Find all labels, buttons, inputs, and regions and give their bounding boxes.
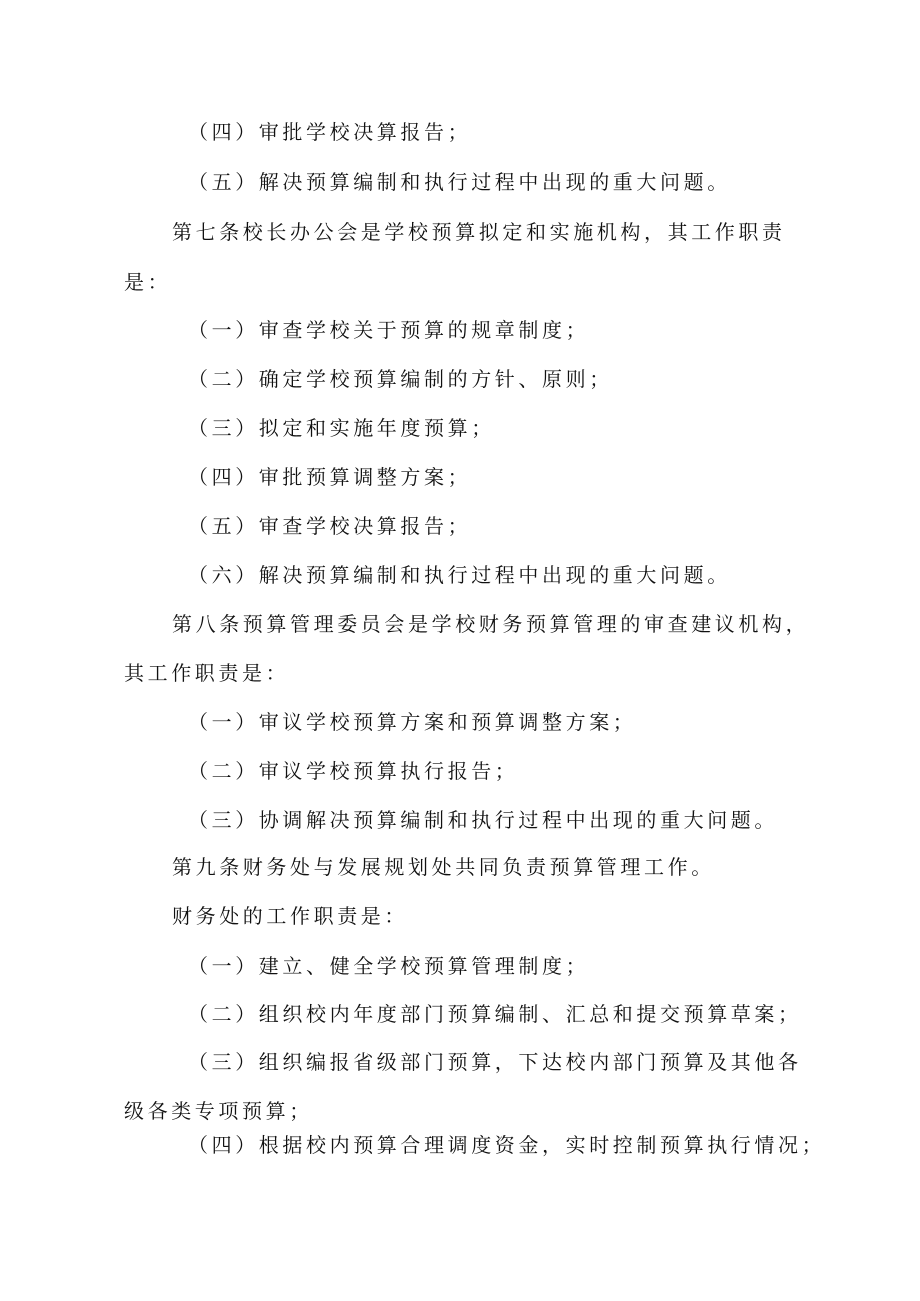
list-item: （五）解决预算编制和执行过程中出现的重大问题。 <box>188 170 731 194</box>
paragraph-continuation: 是： <box>124 270 172 294</box>
list-item: （二）审议学校预算执行报告； <box>188 759 519 783</box>
list-item: （三）组织编报省级部门预算，下达校内部门预算及其他各 <box>188 1050 802 1074</box>
list-item: （三）拟定和实施年度预算； <box>188 416 495 440</box>
article-paragraph: 第七条校长办公会是学校预算拟定和实施机构，其工作职责 <box>172 220 786 244</box>
paragraph-continuation: 其工作职责是： <box>124 661 290 685</box>
list-item: （六）解决预算编制和执行过程中出现的重大问题。 <box>188 563 731 587</box>
paragraph-continuation: 级各类专项预算； <box>124 1099 313 1123</box>
section-paragraph: 财务处的工作职责是： <box>172 904 408 928</box>
list-item: （一）建立、健全学校预算管理制度； <box>188 954 590 978</box>
list-item: （二）确定学校预算编制的方针、原则； <box>188 367 613 391</box>
list-item: （三）协调解决预算编制和执行过程中出现的重大问题。 <box>188 808 778 832</box>
list-item: （二）组织校内年度部门预算编制、汇总和提交预算草案； <box>188 1002 802 1026</box>
list-item: （四）根据校内预算合理调度资金，实时控制预算执行情况； <box>188 1133 826 1157</box>
list-item: （一）审查学校关于预算的规章制度； <box>188 318 590 342</box>
article-paragraph: 第八条预算管理委员会是学校财务预算管理的审查建议机构， <box>172 612 810 636</box>
list-item: （五）审查学校决算报告； <box>188 514 472 538</box>
list-item: （四）审批预算调整方案； <box>188 465 472 489</box>
article-paragraph: 第九条财务处与发展规划处共同负责预算管理工作。 <box>172 855 715 879</box>
list-item: （一）审议学校预算方案和预算调整方案； <box>188 710 637 734</box>
list-item: （四）审批学校决算报告； <box>188 120 472 144</box>
